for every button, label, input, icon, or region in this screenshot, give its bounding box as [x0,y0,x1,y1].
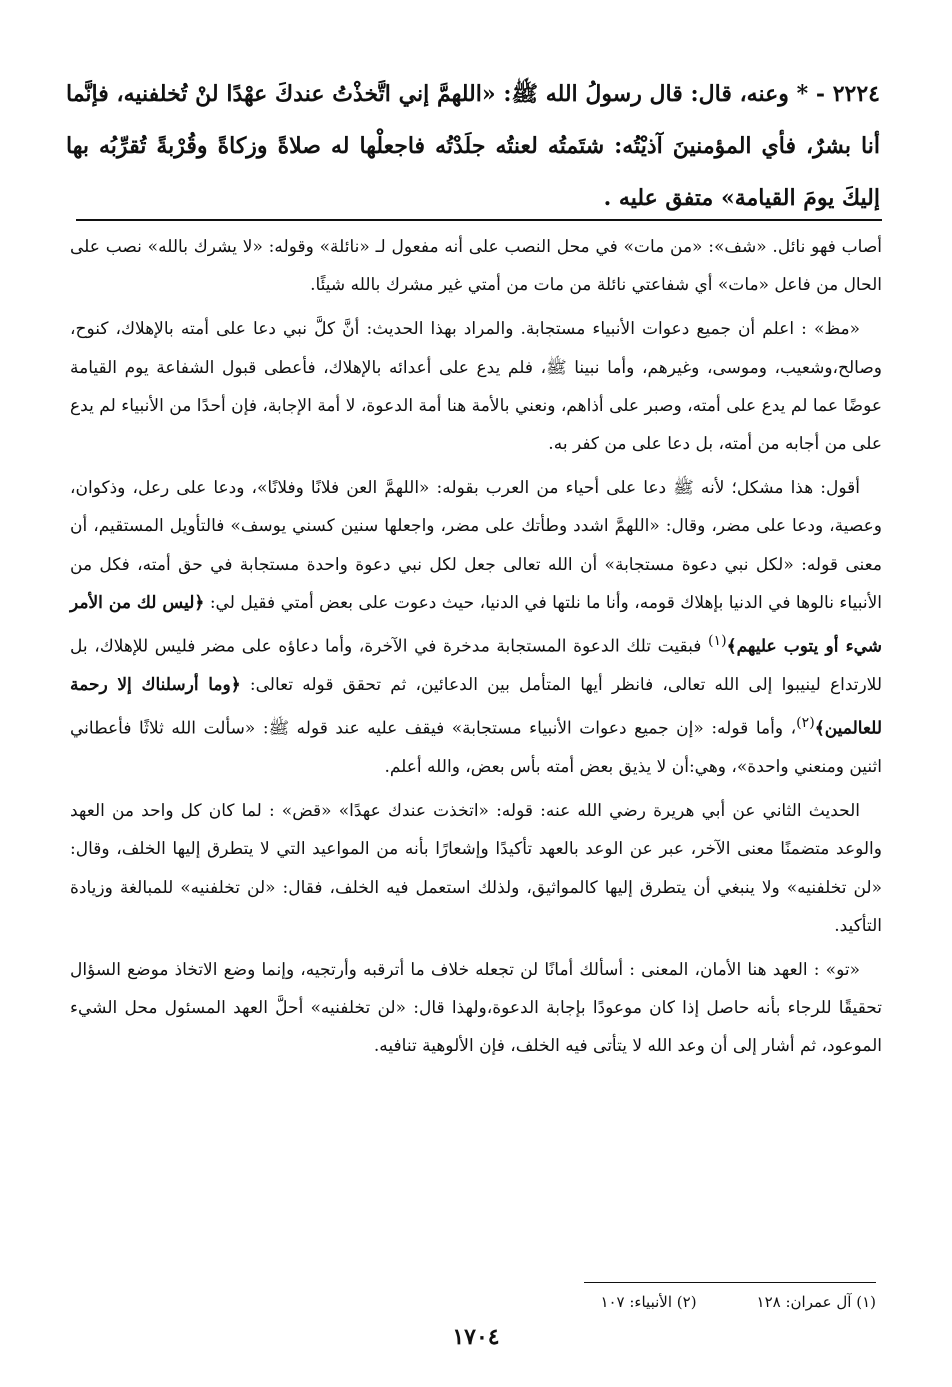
commentary [70,228,882,1072]
commentary-paragraph-3 [70,469,882,786]
paragraph-3-text-a: أقول: هذا مشكل؛ لأنه ﷺ دعا على أحياء من العرب بقوله: «اللهمَّ العن فلانًا وفلانًا»، ودعا على رعل، وذكوان، وعصية، ودعا على مضر، وقال: «اللهمَّ اشدد وطأتك على مضر، واجعلها سنين كسني يوسف» فالتأويل المستقيم، أن معنى قوله: «لكل نبي دعوة مستجابة» أن الله تعالى جعل لكل نبي دعوة واحدة مستجابة في حق أمته، فكل من الأنبياء نالوها في الدنيا بإهلاك قومه، وأنا ما نلتها في الدنيا، حيث دعوت على بعض أمتي فقيل لي: [70,478,882,613]
commentary-paragraph-4: الحديث الثاني عن أبي هريرة رضي الله عنه: قوله: «اتخذت عندك عهدًا» «قض» : لما كان كل واحد من العهد والوعد متضمنًا معنى الآخر، عبر عن الوعد بالعهد تأكيدًا وإشعارًا بأنه من المواعيد التي لا يتطرق إليها الخلف، وقال: «لن تخلفنيه» ولا ينبغي أن يتطرق إليها كالمواثيق، ولذلك استعمل فيه الخلف، فقال: «لن تخلفنيه» للمبالغة وزيادة التأكيد. [70,801,882,936]
footnote-marker-2: (٢) [796,715,815,732]
footnote-divider [584,1282,876,1283]
footnote-marker-1: (١) [707,633,727,650]
quran-quote-2: ﴿وما أرسلناك إلا رحمة للعالمين﴾ [70,674,882,739]
footnote-2: (٢) الأنبياء: ١٠٧ [600,1293,697,1311]
quran-quote-1: ﴿ليس لك من الأمر شيء أو يتوب عليهم﴾ [70,592,882,657]
commentary-paragraph-1: أصاب فهو نائل. «شف»: «من مات» في محل النصب على أنه مفعول لـ «نائلة» وقوله: «لا يشرك بالله» نصب على الحال من فاعل «مات» أي شفاعتي نائلة من مات من أمتي غير مشرك بالله شيئًا. [70,237,882,296]
paragraph-3-text-b: فبقيت تلك الدعوة المستجابة مدخرة في الآخرة، وأما دعاؤه على مضر فليس للإهلاك، بل للارتداع لينيبوا إلى الله تعالى، فانظر أيها المتأمل بين الدعائين، ثم تحقق قوله تعالى: [70,636,883,695]
paragraph-3-text-c: ، وأما قوله: «إن جميع دعوات الأنبياء مستجابة» فيقف عليه عند قوله ﷺ: «سألت الله ثلاثًا فأعطاني اثنين ومنعني واحدة»، وهي:أن لا يذيق بعض أمته بأس بعض، والله أعلم. [70,718,882,777]
footnote-1: (١) آل عمران: ١٢٨ [756,1293,876,1311]
footnotes [600,1290,876,1314]
commentary-paragraph-5: «تو» : العهد هنا الأمان، المعنى : أسألك أمانًا لن تجعله خلاف ما أترقبه وأرتجيه، وإنما وضع الاتخاذ موضع السؤال تحقيقًا للرجاء بأنه حاصل إذا كان موعودًا بإجابة الدعوة،ولهذا قال: «لن تخلفنيه» أحلَّ العهد المسئول محل الشيء الموعود، ثم أشار إلى أن وعد الله لا يتأتى فيه الخلف، فإن الألوهية تنافيه. [70,959,882,1057]
hadith-divider [76,219,882,221]
hadith-text: ٢٢٢٤ - * وعنه، قال: قال رسولُ الله ﷺ: «اللهمَّ إني اتَّخذْتُ عندكَ عهْدًا لنْ تُخلفنيه، فإنَّما أنا بشرٌ، فأي المؤمنينَ آذيْتُه: شتَمتُه لعنتُه جلَدْتُه فاجعلْها له صلاةً وزكاةً وقُرْبةً تُقرِّبُه بها إليكَ يومَ القيامة» متفق عليه . [66,81,880,211]
commentary-paragraph-2: «مظ» : اعلم أن جميع دعوات الأنبياء مستجابة. والمراد بهذا الحديث: أنَّ كلَّ نبي دعا على أمته بالإهلاك، كنوح، وصالح،وشعيب، وموسى، وغيرهم، وأما نبينا ﷺ، فلم يدع على أعدائه بالإهلاك، فأعطى قبول الشفاعة يوم القيامة عوضًا عما لم يدع على أمته، وصبر على أذاهم، ونعني بالأمة هنا أمة الدعوة، لا أمة الإجابة، فإن أحدًا من الأنبياء لم يدع على من أجابه من أمته، بل دعا على من كفر به. [70,319,882,455]
page-number: ١٧٠٤ [452,1324,500,1350]
